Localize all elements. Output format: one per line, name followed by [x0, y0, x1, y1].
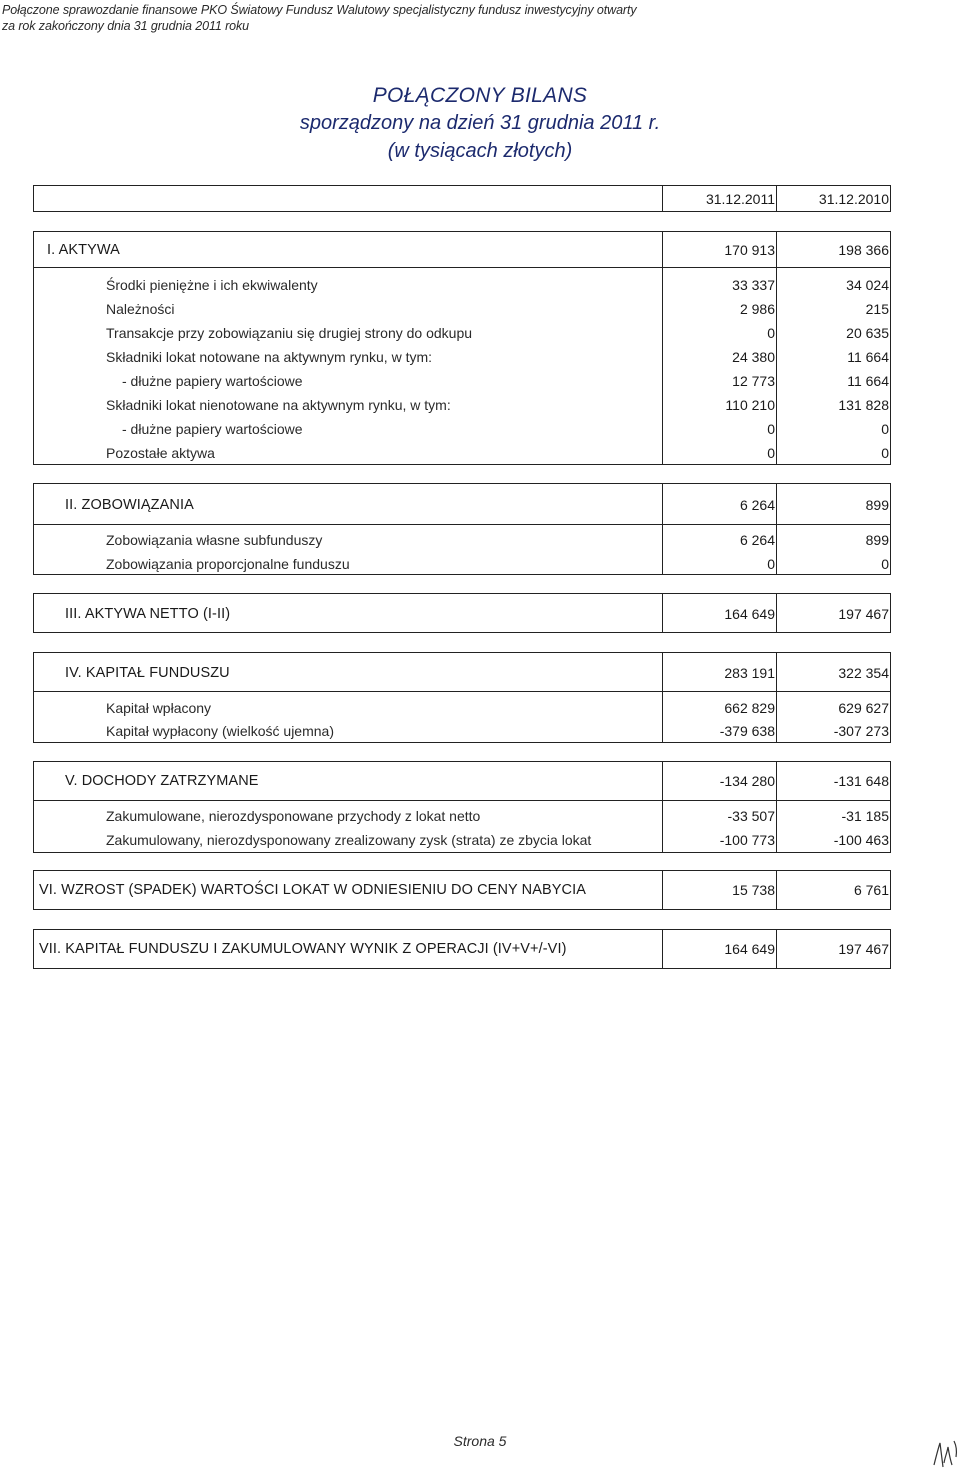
table-row-label: - dłużne papiery wartościowe: [122, 421, 303, 437]
section-dochody-zatrzymane: [33, 761, 891, 853]
table-row-label: Środki pieniężne i ich ekwiwalenty: [106, 277, 318, 293]
section-value-2010: 322 354: [838, 665, 889, 681]
table-row-label: Należności: [106, 301, 175, 317]
table-row-value-2011: -100 773: [719, 832, 775, 848]
section-value-2011: 6 264: [739, 497, 775, 513]
section-value-2010: -131 648: [833, 773, 889, 789]
table-row-value-2010: 0: [881, 421, 889, 437]
section-aktywa: [33, 231, 891, 465]
table-row-value-2010: 215: [865, 301, 889, 317]
table-row-value-2011: 2 986: [739, 301, 775, 317]
table-row-value-2011: 0: [767, 421, 775, 437]
table-row-value-2010: 0: [881, 556, 889, 572]
section-label: V. DOCHODY ZATRZYMANE: [65, 773, 259, 789]
section-value-2010: 899: [865, 497, 889, 513]
section-label: III. AKTYWA NETTO (I-II): [65, 606, 231, 622]
section-label: VI. WZROST (SPADEK) WARTOŚCI LOKAT W ODNIESIENIU DO CENY NABYCIA: [39, 882, 587, 898]
table-row-label: Zobowiązania własne subfunduszy: [106, 532, 323, 548]
table-row-label: Składniki lokat nienotowane na aktywnym rynku, w tym:: [106, 397, 451, 413]
table-row-label: Zakumulowany, nierozdysponowany zrealizowany zysk (strata) ze zbycia lokat: [106, 832, 592, 848]
table-row-value-2010: 11 664: [847, 373, 889, 389]
section-value-2011: 170 913: [724, 242, 775, 258]
table-row-label: Kapitał wypłacony (wielkość ujemna): [106, 723, 334, 739]
section-kapital-funduszu: [33, 652, 891, 743]
page-subtitle-units: (w tysiącach złotych): [387, 140, 573, 162]
table-row-value-2010: 629 627: [838, 700, 889, 716]
table-row-label: - dłużne papiery wartościowe: [122, 373, 303, 389]
table-row-value-2011: 12 773: [732, 373, 775, 389]
table-row-value-2011: 33 337: [732, 277, 775, 293]
section-value-2011: -134 280: [719, 773, 775, 789]
column-header-2011: 31.12.2011: [705, 191, 775, 207]
table-row-value-2011: 24 380: [732, 349, 775, 365]
table-row-value-2011: 0: [767, 445, 775, 461]
table-row-label: Transakcje przy zobowiązaniu się drugiej strony do odkupu: [106, 325, 473, 341]
table-row-value-2011: 6 264: [739, 532, 775, 548]
table-row-value-2011: 662 829: [724, 700, 775, 716]
section-label: IV. KAPITAŁ FUNDUSZU: [65, 665, 230, 681]
page-number: Strona 5: [453, 1433, 507, 1449]
section-label: II. ZOBOWIĄZANIA: [65, 497, 194, 513]
section-label: I. AKTYWA: [47, 242, 120, 258]
table-row-value-2011: -33 507: [727, 808, 775, 824]
page-subtitle-date: sporządzony na dzień 31 grudnia 2011 r.: [299, 112, 661, 134]
signature-initials-icon: [928, 1437, 960, 1471]
section-aktywa-netto: [33, 593, 891, 633]
table-row-value-2010: 899: [865, 532, 889, 548]
page-title: POŁĄCZONY BILANS: [372, 84, 588, 107]
table-row-label: Kapitał wpłacony: [106, 700, 212, 716]
document-header-line1: Połączone sprawozdanie finansowe PKO Światowy Fundusz Walutowy specjalistyczny fundusz inwestycyjny otwarty: [2, 3, 637, 17]
table-row-value-2011: 0: [767, 325, 775, 341]
section-value-2011: 164 649: [724, 941, 775, 957]
column-header-row: [33, 185, 891, 212]
table-row-value-2010: -31 185: [841, 808, 889, 824]
table-row-label: Składniki lokat notowane na aktywnym rynku, w tym:: [106, 349, 433, 365]
section-wzrost-wartosci: [33, 870, 891, 910]
section-value-2010: 198 366: [838, 242, 889, 258]
section-value-2010: 6 761: [853, 882, 889, 898]
section-label: VII. KAPITAŁ FUNDUSZU I ZAKUMULOWANY WYNIK Z OPERACJI (IV+V+/-VI): [39, 941, 567, 957]
section-value-2011: 15 738: [732, 882, 775, 898]
table-row-value-2010: 11 664: [847, 349, 889, 365]
table-row-value-2010: 0: [881, 445, 889, 461]
section-kapital-i-wynik: [33, 929, 891, 969]
table-row-label: Zobowiązania proporcjonalne funduszu: [106, 556, 350, 572]
table-row-value-2010: 34 024: [846, 277, 889, 293]
column-header-2010: 31.12.2010: [818, 191, 889, 207]
table-row-value-2010: -307 273: [833, 723, 889, 739]
section-value-2010: 197 467: [838, 606, 889, 622]
section-value-2010: 197 467: [838, 941, 889, 957]
document-header-line2: za rok zakończony dnia 31 grudnia 2011 roku: [2, 19, 250, 33]
table-row-value-2011: -379 638: [719, 723, 775, 739]
section-zobowiazania: [33, 483, 891, 575]
section-value-2011: 164 649: [724, 606, 775, 622]
table-row-value-2011: 110 210: [725, 397, 775, 413]
section-value-2011: 283 191: [724, 665, 775, 681]
table-row-value-2010: 20 635: [846, 325, 889, 341]
table-row-value-2010: -100 463: [833, 832, 889, 848]
table-row-value-2011: 0: [767, 556, 775, 572]
table-row-value-2010: 131 828: [838, 397, 889, 413]
table-row-label: Pozostałe aktywa: [106, 445, 215, 461]
table-row-label: Zakumulowane, nierozdysponowane przychody z lokat netto: [106, 808, 481, 824]
